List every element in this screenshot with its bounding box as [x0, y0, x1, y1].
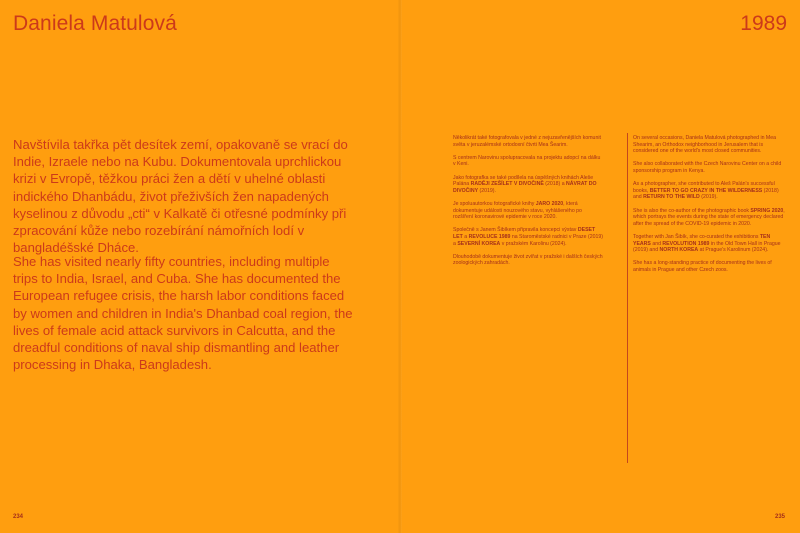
- en-paragraph: She has a long-standing practice of documenting the lives of animals in Prague and other Czech zoos.: [633, 260, 772, 273]
- en-book-title: RETURN TO THE WILD: [643, 194, 700, 201]
- en-paragraph: On several occasions, Daniela Matulová photographed in Mea Shearim, an Orthodox neighborhood in Jerusalem that is considered one of the world's most closed communities.: [633, 135, 777, 155]
- cz-exhibition-title: DESET LET: [453, 227, 596, 240]
- en-paragraph: [633, 208, 786, 228]
- en-text: (2018) and: [633, 187, 779, 201]
- en-text: , which portrays the events during the state of emergency declared after the spread of the COVID-19 epidemic in 2020.: [633, 207, 785, 227]
- bio-english-text: She has visited nearly fifty countries, including multiple trips to India, Israel, and Cuba. She has documented the European refugee crisis, the harsh labor conditions faced by women and children in India's Dhanbad coal region, the lives of female acid attack survivors in Calcutta, and the dreadful conditions of naval ship dismantling and leather processing in Dhaka, Bangladesh.: [13, 254, 353, 373]
- en-book-title: SPRING 2020: [750, 207, 784, 214]
- bio-czech: [13, 136, 353, 256]
- cz-text: a: [462, 233, 469, 240]
- en-book-title: BETTER TO GO CRAZY IN THE WILDERNESS: [649, 187, 763, 194]
- cz-text: (2019).: [478, 187, 496, 194]
- en-text: and: [650, 240, 663, 247]
- en-text: Together with Jan Šibík, she co-curated the exhibitions: [633, 233, 760, 240]
- en-exhibition-title: NORTH KOREA: [659, 247, 699, 254]
- cz-paragraph: S centrem Narovinu spolupracovala na projektu adopcí na dálku v Keni.: [453, 154, 601, 168]
- en-text: in the Old Town Hall in Prague (2019) and: [633, 240, 781, 254]
- en-paragraph: [633, 234, 786, 254]
- cz-paragraph: [453, 175, 603, 195]
- cz-exhibition-title: SEVERNÍ KOREA: [457, 240, 501, 247]
- cz-paragraph: Dlouhodobě dokumentuje život zvířat v pražské i dalších českých zoologických zahradách.: [453, 253, 603, 267]
- page-number-right: 235: [775, 514, 786, 520]
- en-exhibition-title: TEN YEARS: [633, 233, 771, 247]
- bio-english: [13, 253, 353, 373]
- en-paragraph: She also collaborated with the Czech Narovinu Center on a child sponsorship program in Kenya.: [633, 161, 782, 174]
- cz-text: (2018) a: [543, 181, 567, 188]
- en-text: (2019).: [699, 194, 718, 201]
- author-name: Daniela Matulová: [13, 12, 177, 35]
- cz-book-title: JARO 2020: [535, 200, 564, 207]
- cz-book-title: RADĚJI ZEŠÍLET V DIVOČINĚ: [470, 181, 544, 188]
- cz-text: Společně s Janem Šibíkem připravila koncepci výstav: [453, 227, 578, 234]
- cz-text: v pražském Karolinu (2024).: [500, 240, 567, 247]
- en-text: at Prague's Karolinum (2024).: [698, 247, 769, 254]
- cz-paragraph: Několikrát také fotografovala v jedné z nejuzavřenějších komunit světa v jeruzalémské ortodoxní čtvrti Mea Šearim.: [453, 135, 601, 148]
- page-number-left: 234: [13, 514, 24, 520]
- en-exhibition-title: REVOLUTION 1989: [662, 240, 710, 247]
- cz-paragraph: [453, 201, 603, 221]
- cz-text: , která dokumentuje události nouzového stavu, vyhlášeného po rozšíření koronavirové epidemie v roce 2020.: [453, 200, 582, 221]
- cz-paragraph: [453, 227, 603, 247]
- english-details-column: [633, 135, 786, 280]
- column-divider: [627, 133, 628, 463]
- bio-czech-text: Navštívila takřka pět desítek zemí, opakovaně se vrací do Indie, Izraele nebo na Kubu. Dokumentovala uprchlickou krizi v Evropě, těžkou práci žen a dětí v uhelné oblasti indického Dhanbádu, život přeživších žen napadených kyselinou z důvodu „cti“ v Kalkatě či otřesné podmínky při zpracování kůže nebo rozebírání námořních lodí v bangladéšské Dháce.: [13, 137, 348, 256]
- en-paragraph: [633, 181, 786, 201]
- cz-text: Jako fotografka se také podílela na úspěšných knihách Aleše Palána: [453, 174, 594, 188]
- cz-text: na Staroměstské radnici v Praze (2019) a: [453, 233, 603, 247]
- czech-details-column: [453, 135, 603, 273]
- cz-exhibition-title: REVOLUCE 1989: [468, 233, 511, 240]
- cz-text: Je spoluautorkou fotografické knihy: [453, 200, 536, 207]
- en-text: As a photographer, she contributed to Aleš Palán's successful books,: [633, 181, 775, 194]
- cz-book-title: NÁVRAT DO DIVOČINY: [453, 181, 597, 194]
- en-text: She is also the co-author of the photographic book: [633, 207, 751, 214]
- year-heading: 1989: [740, 12, 787, 35]
